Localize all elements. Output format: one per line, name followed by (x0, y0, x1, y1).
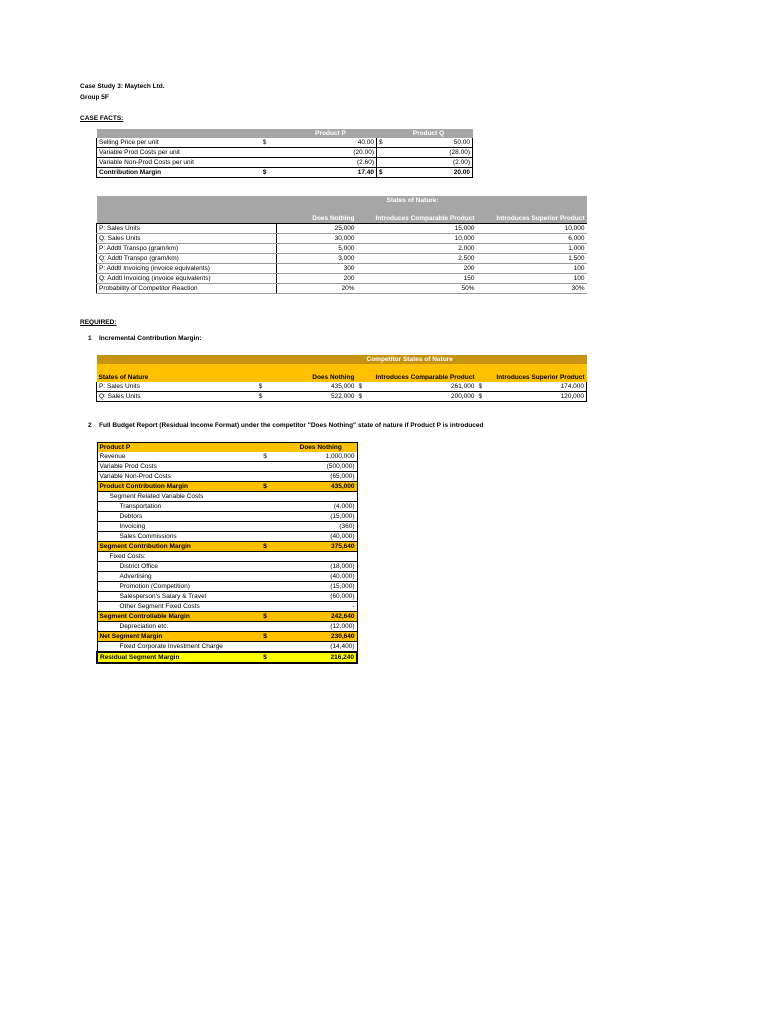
facts-value-q: (2.00) (385, 158, 473, 168)
budget-currency: $ (245, 632, 285, 642)
budget-value: (65,000) (285, 472, 357, 482)
budget-currency (245, 462, 285, 472)
required-heading: REQUIRED: (80, 319, 117, 326)
states-cell-c: 1,000 (477, 244, 587, 254)
budget-value (285, 492, 357, 502)
states-cell-a: 5,000 (277, 244, 357, 254)
budget-value: 1,000,000 (285, 452, 357, 462)
col-product-q: Product Q (385, 129, 473, 138)
budget-value: - (285, 602, 357, 612)
states-row (97, 284, 587, 294)
facts-value-q: 50.00 (385, 138, 473, 148)
facts-value-q: (28.00) (385, 148, 473, 158)
facts-label: Contribution Margin (97, 168, 245, 178)
states-row (97, 224, 587, 234)
states-cell-b: 150 (357, 274, 477, 284)
q2-number: 2 (88, 422, 92, 429)
budget-row (97, 652, 357, 663)
budget-label: Debtors (97, 512, 245, 522)
budget-label: Segment Related Variable Costs (97, 492, 245, 502)
states-title: States of Nature: (357, 196, 587, 205)
states-cell-label: P: Addtl Transpo (gram/km) (97, 244, 277, 254)
states-row (97, 234, 587, 244)
budget-label: Advertising (97, 572, 245, 582)
budget-label: Variable Non-Prod Costs (97, 472, 245, 482)
budget-currency (245, 492, 285, 502)
facts-row (97, 138, 473, 148)
states-row (97, 264, 587, 274)
case-facts-table (96, 129, 473, 178)
states-cell-label: Q: Sales Units (97, 234, 277, 244)
budget-currency (245, 522, 285, 532)
incremental-cell-a: 435,000 (277, 382, 357, 392)
facts-currency-q (377, 148, 385, 158)
budget-row (97, 462, 357, 472)
case-facts-heading: CASE FACTS: (80, 115, 124, 122)
budget-row (97, 572, 357, 582)
facts-row (97, 168, 473, 178)
incremental-cell-b: 261,000 (367, 382, 477, 392)
incremental-cell-cur: $ (245, 392, 277, 402)
budget-table (96, 442, 358, 664)
budget-head-label: Product P (97, 443, 245, 453)
budget-row (97, 542, 357, 552)
states-cell-b: 200 (357, 264, 477, 274)
budget-currency (245, 472, 285, 482)
states-cell-a: 200 (277, 274, 357, 284)
states-of-nature-label: States of Nature (97, 373, 245, 382)
budget-row (97, 622, 357, 632)
budget-row (97, 532, 357, 542)
budget-label: Variable Prod Costs (97, 462, 245, 472)
facts-currency-q (377, 158, 385, 168)
states-cell-c: 10,000 (477, 224, 587, 234)
group-label: Group 5F (80, 94, 109, 101)
budget-currency: $ (245, 652, 285, 663)
states-cell-a: 3,000 (277, 254, 357, 264)
states-cell-label: Q: Addtl Invoicing (invoice equivalents) (97, 274, 277, 284)
budget-currency: $ (245, 452, 285, 462)
incremental-cell-a: 522,000 (277, 392, 357, 402)
budget-row (97, 562, 357, 572)
budget-value: (40,000) (285, 572, 357, 582)
states-cell-a: 30,000 (277, 234, 357, 244)
budget-label: District Office (97, 562, 245, 572)
budget-label: Fixed Costs: (97, 552, 245, 562)
states-cell-a: 20% (277, 284, 357, 294)
budget-value: 242,640 (285, 612, 357, 622)
budget-value: 435,000 (285, 482, 357, 492)
budget-value: 375,640 (285, 542, 357, 552)
states-cell-b: 2,500 (357, 254, 477, 264)
budget-value: 230,640 (285, 632, 357, 642)
incremental-cell-label: P: Sales Units (97, 382, 245, 392)
budget-label: Net Segment Margin (97, 632, 245, 642)
budget-currency (245, 602, 285, 612)
budget-row (97, 502, 357, 512)
facts-value-q: 20.00 (385, 168, 473, 178)
budget-label: Segment Controllable Margin (97, 612, 245, 622)
budget-currency (245, 502, 285, 512)
budget-row (97, 642, 357, 653)
budget-row (97, 632, 357, 642)
states-cell-b: 2,000 (357, 244, 477, 254)
budget-row (97, 512, 357, 522)
states-cell-c: 100 (477, 274, 587, 284)
budget-currency (245, 572, 285, 582)
budget-label: Sales Commissions (97, 532, 245, 542)
budget-value: (14,400) (285, 642, 357, 653)
incremental-table (96, 355, 587, 402)
facts-row (97, 148, 473, 158)
competitor-states-title: Competitor States of Nature (97, 355, 587, 364)
col-superior: Introduces Superior Product (477, 214, 587, 224)
incremental-cell-c: 120,000 (487, 392, 587, 402)
facts-currency (245, 158, 285, 168)
budget-value: (18,000) (285, 562, 357, 572)
facts-value-p: (2.60) (285, 158, 377, 168)
budget-label: Depreciation etc. (97, 622, 245, 632)
facts-label: Variable Non-Prod Costs per unit (97, 158, 245, 168)
budget-value (285, 552, 357, 562)
states-row (97, 274, 587, 284)
states-cell-label: P: Addtl Invoicing (invoice equivalents) (97, 264, 277, 274)
col-does-nothing: Does Nothing (277, 214, 357, 224)
budget-row (97, 592, 357, 602)
q1-number: 1 (88, 335, 92, 342)
budget-value: (500,000) (285, 462, 357, 472)
budget-currency (245, 592, 285, 602)
facts-label: Variable Prod Costs per unit (97, 148, 245, 158)
doc-title: Case Study 3: Maytech Ltd. (80, 83, 165, 90)
budget-value: (60,000) (285, 592, 357, 602)
incremental-cell-cur3: $ (477, 392, 487, 402)
budget-label: Residual Segment Margin (97, 652, 245, 663)
budget-value: 216,240 (285, 652, 357, 663)
budget-row (97, 492, 357, 502)
states-row (97, 244, 587, 254)
states-cell-a: 300 (277, 264, 357, 274)
budget-currency: $ (245, 482, 285, 492)
facts-label: Selling Price per unit (97, 138, 245, 148)
budget-currency (245, 582, 285, 592)
inc-col-superior: Introduces Superior Product (487, 373, 587, 382)
states-cell-b: 10,000 (357, 234, 477, 244)
states-cell-label: Q: Addtl Transpo (gram/km) (97, 254, 277, 264)
facts-value-p: 40.00 (285, 138, 377, 148)
budget-value: (12,000) (285, 622, 357, 632)
budget-row (97, 472, 357, 482)
budget-currency (245, 532, 285, 542)
states-cell-label: Probability of Competitor Reaction (97, 284, 277, 294)
incremental-cell-cur3: $ (477, 382, 487, 392)
budget-head-col: Does Nothing (285, 443, 357, 453)
budget-label: Product Contribution Margin (97, 482, 245, 492)
states-cell-label: P: Sales Units (97, 224, 277, 234)
budget-row (97, 522, 357, 532)
budget-value: (15,000) (285, 582, 357, 592)
states-cell-c: 6,000 (477, 234, 587, 244)
states-cell-b: 50% (357, 284, 477, 294)
budget-currency (245, 642, 285, 653)
facts-currency (245, 148, 285, 158)
states-cell-c: 30% (477, 284, 587, 294)
col-comparable: Introduces Comparable Product (357, 214, 477, 224)
facts-value-p: (20.00) (285, 148, 377, 158)
budget-label: Promotion (Competition) (97, 582, 245, 592)
budget-row (97, 612, 357, 622)
facts-currency: $ (245, 138, 285, 148)
incremental-cell-cur2: $ (357, 392, 367, 402)
budget-row (97, 602, 357, 612)
budget-label: Invoicing (97, 522, 245, 532)
incremental-row (97, 382, 587, 392)
q1-text: Incremental Contribution Margin: (99, 335, 202, 342)
incremental-cell-c: 174,000 (487, 382, 587, 392)
budget-value: (4,000) (285, 502, 357, 512)
col-product-p: Product P (285, 129, 377, 138)
inc-col-does-nothing: Does Nothing (277, 373, 357, 382)
facts-currency: $ (245, 168, 285, 178)
budget-value: (360) (285, 522, 357, 532)
budget-row (97, 552, 357, 562)
budget-row (97, 452, 357, 462)
budget-row (97, 482, 357, 492)
incremental-row (97, 392, 587, 402)
budget-value: (15,000) (285, 512, 357, 522)
budget-currency: $ (245, 612, 285, 622)
states-cell-c: 1,500 (477, 254, 587, 264)
q2-text: Full Budget Report (Residual Income Format) under the competitor "Does Nothing" state of nature if Product P is introduced (99, 422, 484, 429)
budget-value: (40,000) (285, 532, 357, 542)
states-cell-a: 25,000 (277, 224, 357, 234)
facts-currency-q: $ (377, 168, 385, 178)
incremental-cell-label: Q: Sales Units (97, 392, 245, 402)
budget-row (97, 582, 357, 592)
incremental-cell-b: 200,000 (367, 392, 477, 402)
inc-col-comparable: Introduces Comparable Product (367, 373, 477, 382)
states-cell-b: 15,000 (357, 224, 477, 234)
budget-label: Other Segment Fixed Costs (97, 602, 245, 612)
budget-currency (245, 562, 285, 572)
facts-row (97, 158, 473, 168)
budget-label: Fixed Corporate Investment Charge (97, 642, 245, 653)
budget-currency: $ (245, 542, 285, 552)
budget-label: Segment Contribution Margin (97, 542, 245, 552)
incremental-cell-cur: $ (245, 382, 277, 392)
budget-label: Transportation (97, 502, 245, 512)
states-cell-c: 100 (477, 264, 587, 274)
budget-currency (245, 512, 285, 522)
budget-label: Revenue (97, 452, 245, 462)
budget-label: Salesperson's Salary & Travel (97, 592, 245, 602)
facts-currency-q: $ (377, 138, 385, 148)
budget-currency (245, 622, 285, 632)
facts-value-p: 17.40 (285, 168, 377, 178)
states-table (96, 196, 587, 294)
budget-currency (245, 552, 285, 562)
states-row (97, 254, 587, 264)
incremental-cell-cur2: $ (357, 382, 367, 392)
